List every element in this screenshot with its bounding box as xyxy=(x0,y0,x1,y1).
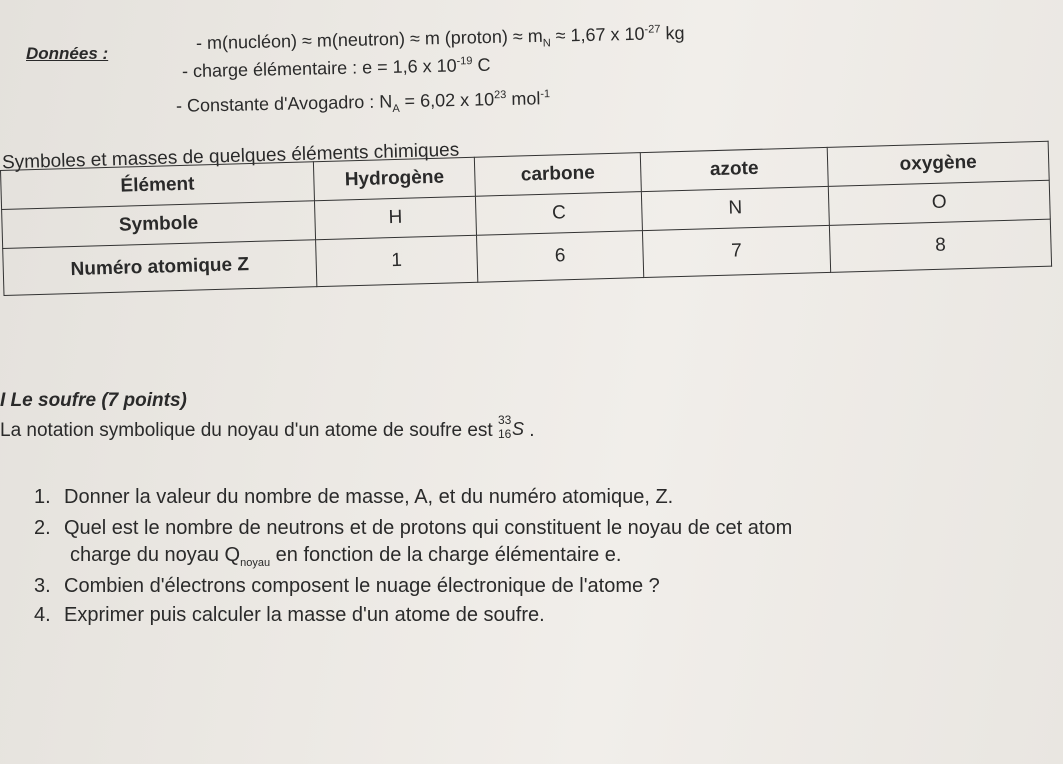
question-number: 1. xyxy=(34,486,51,508)
atomic-number: 16 xyxy=(497,426,512,441)
question-text: Quel est le nombre de neutrons et de protons qui constituent le noyau de cet atom xyxy=(64,517,793,539)
section-intro xyxy=(0,412,535,442)
charge-exp: -19 xyxy=(456,55,473,68)
table-cell: H xyxy=(314,196,476,239)
masses-value: ≈ 1,67 x 10 xyxy=(550,23,645,46)
section-title: I Le soufre (7 points) xyxy=(0,390,187,411)
question-number: 4. xyxy=(34,604,51,626)
table-caption: Symboles et masses de quelques éléments chimiques xyxy=(1,139,460,174)
table-header-cell: Hydrogène xyxy=(313,157,475,200)
table-header-cell: oxygène xyxy=(827,141,1049,186)
question-number: 3. xyxy=(34,575,51,597)
avogadro-sub: A xyxy=(392,102,400,115)
masses-exp: -27 xyxy=(644,23,661,36)
data-line-avogadro xyxy=(176,88,551,117)
table-header-cell: carbone xyxy=(474,153,641,197)
question-item xyxy=(34,517,792,540)
avogadro-unit-exp: -1 xyxy=(540,88,551,101)
intro-end: . xyxy=(529,420,535,441)
masses-text: - m(nucléon) ≈ m(neutron) ≈ m (proton) ≈ m xyxy=(195,25,543,54)
table-cell: 1 xyxy=(316,235,478,286)
question-item xyxy=(34,486,792,509)
mass-number: 33 xyxy=(497,412,512,427)
intro-text: La notation symbolique du noyau d'un atome de soufre est xyxy=(0,420,493,441)
data-line-masses xyxy=(196,23,685,54)
question-item xyxy=(34,604,792,627)
charge-text: - charge élémentaire : e = 1,6 x 10 xyxy=(181,55,457,82)
masses-unit: kg xyxy=(660,22,685,44)
avogadro-value: = 6,02 x 10 xyxy=(399,89,495,112)
sulfur-nuclide xyxy=(497,412,524,441)
avogadro-unit: mol xyxy=(506,88,541,109)
data-heading: Données : xyxy=(26,44,109,63)
avogadro-exp: 23 xyxy=(493,89,507,102)
table-header-cell: azote xyxy=(640,147,828,191)
question-text-end: en fonction de la charge élémentaire e. xyxy=(270,544,622,566)
charge-unit: C xyxy=(472,54,491,76)
table-cell: C xyxy=(475,192,642,236)
table-cell: 6 xyxy=(477,231,644,283)
masses-sub: N xyxy=(542,37,551,50)
question-text: charge du noyau Q xyxy=(70,544,241,566)
avogadro-text: - Constante d'Avogadro : N xyxy=(175,91,393,116)
table-cell: N xyxy=(641,186,829,230)
element-symbol: S xyxy=(511,418,524,439)
table-cell: 8 xyxy=(829,219,1051,272)
question-number: 2. xyxy=(34,517,51,539)
table-row-header: Numéro atomique Z xyxy=(3,240,317,296)
question-text: Exprimer puis calculer la masse d'un atome de soufre. xyxy=(64,604,545,626)
table-cell: O xyxy=(828,180,1050,225)
question-text: Combien d'électrons composent le nuage électronique de l'atome ? xyxy=(64,575,660,597)
table-cell: 7 xyxy=(642,225,830,277)
question-continuation xyxy=(70,544,828,567)
data-line-charge xyxy=(182,55,491,82)
table-row-header: Symbole xyxy=(2,201,316,249)
question-sub: noyau xyxy=(240,557,271,569)
table-header-cell: Élément xyxy=(1,162,315,210)
question-list xyxy=(28,486,793,626)
question-item xyxy=(34,575,792,598)
question-text: Donner la valeur du nombre de masse, A, et du numéro atomique, Z. xyxy=(64,486,674,508)
